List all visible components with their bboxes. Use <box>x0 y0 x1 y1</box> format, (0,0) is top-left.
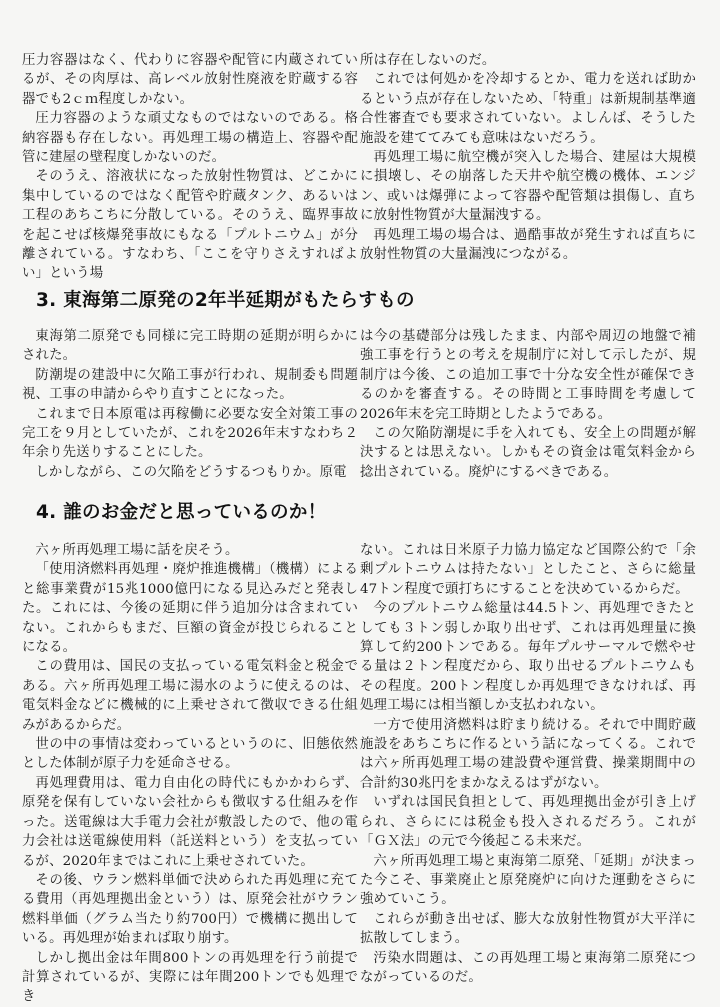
paragraph: 世の中の事情は変わっているというのに、旧態依然とした体制が原子力を延命させる。 <box>22 737 358 772</box>
paragraph: 防潮堤の建設中に欠陥工事が行われ、規制委も問題視、工事の申請からやり直すことになった。 <box>22 367 358 403</box>
paragraph: 六ヶ所再処理工場に話を戻そう。 <box>35 543 239 558</box>
top-right-column <box>360 51 696 284</box>
paragraph: いずれは国民負担として、再処理拠出金が引き上げられ、さらにには税金も投入されるだろう。これが「ＧＸ法」の元で今後起こる未来だ。 <box>360 795 696 850</box>
section-4-heading: 4. 誰のお金だと思っているのか！ <box>36 502 327 523</box>
paragraph: 所は存在しないのだ。 <box>360 53 496 68</box>
paragraph: その後、ウラン燃料単価で決められた再処理に充てる費用（再処理拠出金という）は、原発会社がウラン燃料単価（グラム当たり約700円）で機構に拠出している。再処理が始まれば取り崩す。 <box>22 872 358 947</box>
section-3-left-column <box>22 327 358 482</box>
paragraph: 圧力容器のような頑丈なものではないのである。格納容器も存在しない。再処理工場の構造上、容器や配管に建屋の壁程度しかないのだ。 <box>22 111 358 166</box>
section-4-left-column <box>22 541 358 1007</box>
section-3-right-column <box>360 327 696 482</box>
paragraph: ない。これは日米原子力協力協定など国際公約で「余剰プルトニウムは持たない」としたこと、さらに総量47トン程度で頭打ちにすることを決めているからだ。 <box>360 543 696 597</box>
paragraph: これまで日本原電は再稼働に必要な安全対策工事の完工を９月としていたが、これを2026年末すなわち２年余り先送りすることにした。 <box>22 406 358 461</box>
section-3-heading: 3. 東海第二原発の2年半延期がもたらすもの <box>36 290 415 311</box>
paragraph: は今の基礎部分は残したまま、内部や周辺の地盤で補強工事を行うとの考えを規制庁に対して示したが、規制庁は今後、この追加工事で十分な安全性が確保できるのかを審査する。その時間と工事時間を考慮して2026年末を完工時期としたようである。 <box>360 329 696 422</box>
section-4-right-column <box>360 541 696 1007</box>
paragraph: 六ヶ所再処理工場と東海第二原発、「延期」が決まった今こそ、事業廃止と原発廃炉に向けた運動をさらに強めていこう。 <box>360 853 696 908</box>
paragraph: 再処理工場の場合は、過酷事故が発生すれば直ちに放射性物質の大量漏洩につながる。 <box>360 227 696 263</box>
paragraph: 今のプルトニウム総量は44.5トン、再処理できたとしても３トン弱しか取り出せず、これは再処理量に換算して約200トンである。毎年プルサーマルで燃やせる量は２トン程度だから、取り出せるプルトニウムもその程度。200トン程度しか再処理できなければ、再処理工場には相当額しか支払われない。 <box>360 601 696 714</box>
paragraph: この費用は、国民の支払っている電気料金と税金である。六ヶ所再処理工場に湯水のように使えるのは、電気料金などに機械的に上乗せされて徴収できる仕組みがあるからだ。 <box>22 659 358 733</box>
paragraph: そのうえ、溶液状になった放射性物質は、どこかに集中しているのではなく配管や貯蔵タンク、あるいは工程のあちこちに分散している。そのうえ、臨界事故を起こせば核爆発事故にもなる「プルトニウム」が分離されている。すなわち、「ここを守りさえすればよい」という場 <box>22 169 358 282</box>
paragraph: しかし拠出金は年間800トンの再処理を行う前提で計算されているが、実際には年間200トンでも処理でき <box>22 950 358 1005</box>
paragraph: 再処理費用は、電力自由化の時代にもかかわらず、原発を保有していない会社からも徴収する仕組みを作った。送電線は大手電力会社が敷設したので、他の電力会社は送電線使用料（託送料という）を支払っているが、2020年まではこれに上乗せされていた。 <box>22 775 358 869</box>
paragraph: 「使用済燃料再処理・廃炉推進機構」（機構）によると総事業費が15兆1000億円になる見込みだと発表した。これには、今後の延期に伴う追加分は含まれていない。これからもまだ、巨額の資金が投じられることになる。 <box>22 562 358 656</box>
paragraph: 再処理工場に航空機が突入した場合、建屋は大規模に損壊し、その崩落した天井や航空機の機体、エンジン、或いは爆弾によって容器や配管類は損傷し、直ちに放射性物質が大量漏洩する。 <box>360 150 696 224</box>
section-3 <box>0 327 720 482</box>
paragraph: この欠陥防潮堤に手を入れても、安全上の問題が解決するとは思えない。しかもその資金は電気料金から捻出されている。廃炉にするべきである。 <box>360 426 696 480</box>
paragraph: 東海第二原発でも同様に完工時期の延期が明らかにされた。 <box>22 329 358 364</box>
top-left-column <box>22 51 358 284</box>
paragraph: これらが動き出せば、膨大な放射性物質が大平洋に拡散してしまう。 <box>360 911 696 947</box>
paragraph: 一方で使用済燃料は貯まり続ける。それで中間貯蔵施設をあちこちに作るという話になってくる。これでは六ヶ所再処理工場の建設費や運営費、操業期間中の合計約30兆円をまかなえるはずがない。 <box>360 717 696 791</box>
paragraph: 汚染水問題は、この再処理工場と東海第二原発につながっているのだ。 <box>360 950 696 985</box>
paragraph: 圧力容器はなく、代わりに容器や配管に内蔵されているが、その肉厚は、高レベル放射性廃液を貯蔵する容器でも2ｃｍ程度しかない。 <box>22 53 358 107</box>
top-section <box>0 51 720 284</box>
paragraph: これでは何処かを冷却するとか、電力を送れば助かるという点が存在しないため、「特重」は新規制基準適合性審査でも要求されていない。よしんば、そうした施設を建ててみても意味はないだろう。 <box>360 72 696 146</box>
section-4 <box>0 541 720 1007</box>
paragraph: しかしながら、この欠陥をどうするつもりか。原電 <box>35 464 347 480</box>
